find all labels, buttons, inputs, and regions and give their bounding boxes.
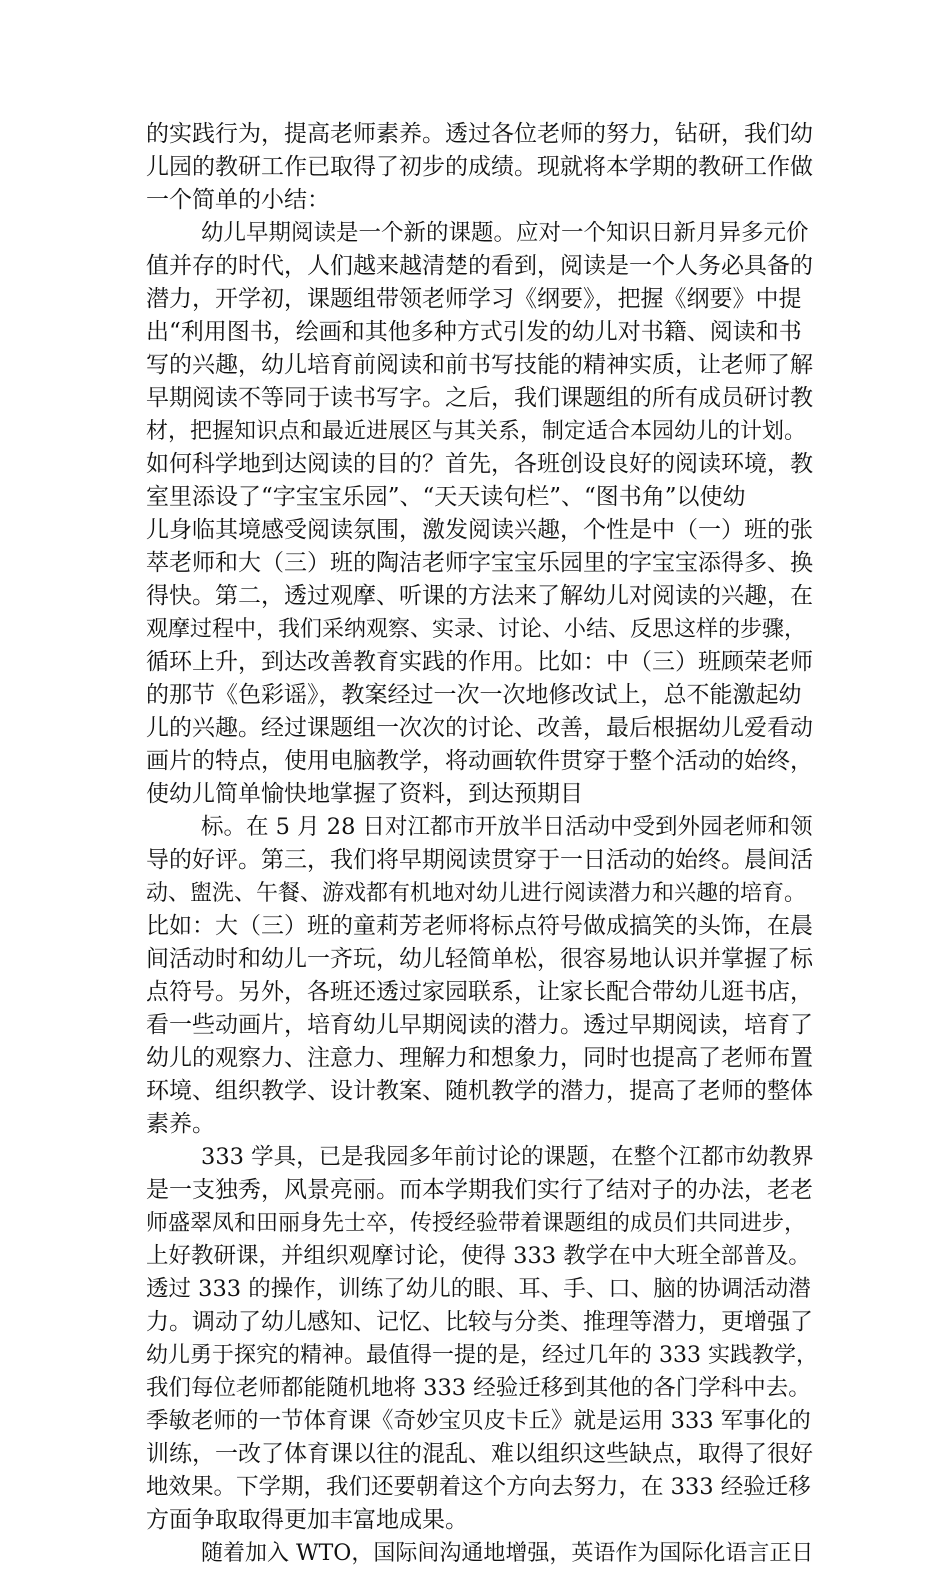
text-line: 儿园的教研工作已取得了初步的成绩。现就将本学期的教研工作做 bbox=[146, 154, 813, 180]
text-line: 幼儿早期阅读是一个新的课题。应对一个知识日新月异多元价 bbox=[201, 220, 809, 246]
text-line: 儿身临其境感受阅读氛围，激发阅读兴趣，个性是中（一）班的张 bbox=[146, 517, 813, 543]
text-line: 出“利用图书，绘画和其他多种方式引发的幼儿对书籍、阅读和书 bbox=[146, 319, 802, 345]
text-line: 幼儿勇于探究的精神。最值得一提的是，经过几年的 333 实践教学， bbox=[146, 1343, 818, 1368]
text-line: 萃老师和大（三）班的陶洁老师字宝宝乐园里的字宝宝添得多、换 bbox=[146, 550, 813, 576]
text-line: 使幼儿简单愉快地掌握了资料，到达预期目 bbox=[146, 781, 583, 807]
text-line: 循环上升，到达改善教育实践的作用。比如：中（三）班顾荣老师 bbox=[146, 649, 813, 675]
text-line: 训练，一改了体育课以往的混乱、难以组织这些缺点，取得了很好 bbox=[146, 1441, 813, 1467]
text-line: 力。调动了幼儿感知、记忆、比较与分类、推理等潜力，更增强了 bbox=[146, 1309, 813, 1335]
text-line: 我们每位老师都能随机地将 333 经验迁移到其他的各门学科中去。 bbox=[146, 1375, 811, 1401]
text-line: 方面争取取得更加丰富地成果。 bbox=[146, 1507, 468, 1533]
text-line: 幼儿的观察力、注意力、理解力和想象力，同时也提高了老师布置 bbox=[146, 1045, 813, 1071]
text-line: 标。在 5 月 28 日对江都市开放半日活动中受到外园老师和领 bbox=[201, 814, 813, 840]
text-line: 地效果。下学期，我们还要朝着这个方向去努力，在 333 经验迁移 bbox=[146, 1474, 811, 1500]
text-line: 写的兴趣，幼儿培育前阅读和前书写技能的精神实质，让老师了解 bbox=[146, 352, 813, 378]
text-line: 333 学具，已是我园多年前讨论的课题，在整个江都市幼教界 bbox=[201, 1144, 814, 1170]
text-line: 环境、组织教学、设计教案、随机教学的潜力，提高了老师的整体 bbox=[146, 1078, 813, 1104]
text-line: 如何科学地到达阅读的目的？首先，各班创设良好的阅读环境，教 bbox=[146, 451, 813, 477]
text-line: 的实践行为，提高老师素养。透过各位老师的努力，钻研，我们幼 bbox=[146, 121, 813, 147]
text-line: 画片的特点，使用电脑教学，将动画软件贯穿于整个活动的始终， bbox=[146, 748, 813, 774]
text-line: 透过 333 的操作，训练了幼儿的眼、耳、手、口、脑的协调活动潜 bbox=[146, 1276, 811, 1302]
text-line: 上好教研课，并组织观摩讨论，使得 333 教学在中大班全部普及。 bbox=[146, 1243, 811, 1269]
text-line: 比如：大（三）班的童莉芳老师将标点符号做成搞笑的头饰，在晨 bbox=[146, 913, 813, 939]
text-line: 师盛翠凤和田丽身先士卒，传授经验带着课题组的成员们共同进步， bbox=[146, 1211, 807, 1236]
text-line: 值并存的时代，人们越来越清楚的看到，阅读是一个人务必具备的 bbox=[146, 253, 813, 279]
text-line: 室里添设了“字宝宝乐园”、“天天读句栏”、“图书角”以使幼 bbox=[146, 484, 746, 510]
text-line: 季敏老师的一节体育课《奇妙宝贝皮卡丘》就是运用 333 军事化的 bbox=[146, 1408, 811, 1434]
text-line: 儿的兴趣。经过课题组一次次的讨论、改善，最后根据幼儿爱看动 bbox=[146, 715, 813, 741]
text-line: 导的好评。第三，我们将早期阅读贯穿于一日活动的始终。晨间活 bbox=[146, 847, 813, 873]
text-line: 的那节《色彩谣》，教案经过一次一次地修改试上，总不能激起幼 bbox=[146, 682, 802, 708]
text-line: 看一些动画片，培育幼儿早期阅读的潜力。透过早期阅读，培育了 bbox=[146, 1012, 813, 1038]
text-line: 观摩过程中，我们采纳观察、实录、讨论、小结、反思这样的步骤， bbox=[146, 617, 807, 642]
text-line: 动、盥洗、午餐、游戏都有机地对幼儿进行阅读潜力和兴趣的培育。 bbox=[146, 881, 807, 906]
text-line: 间活动时和幼儿一齐玩，幼儿轻简单松，很容易地认识并掌握了标 bbox=[146, 946, 813, 972]
text-line: 点符号。另外，各班还透过家园联系，让家长配合带幼儿逛书店， bbox=[146, 979, 813, 1005]
text-line: 素养。 bbox=[146, 1111, 215, 1137]
text-line: 一个简单的小结： bbox=[146, 187, 330, 213]
text-line: 随着加入 WTO，国际间沟通地增强，英语作为国际化语言正日 bbox=[201, 1541, 814, 1566]
document-body bbox=[146, 118, 818, 1570]
text-line: 得快。第二，透过观摩、听课的方法来了解幼儿对阅读的兴趣，在 bbox=[146, 583, 813, 609]
text-line: 材，把握知识点和最近进展区与其关系，制定适合本园幼儿的计划。 bbox=[146, 419, 807, 444]
text-line: 是一支独秀，风景亮丽。而本学期我们实行了结对子的办法，老老 bbox=[146, 1177, 813, 1203]
text-line: 潜力，开学初，课题组带领老师学习《纲要》，把握《纲要》中提 bbox=[146, 286, 802, 312]
text-line: 早期阅读不等同于读书写字。之后，我们课题组的所有成员研讨教 bbox=[146, 385, 813, 411]
